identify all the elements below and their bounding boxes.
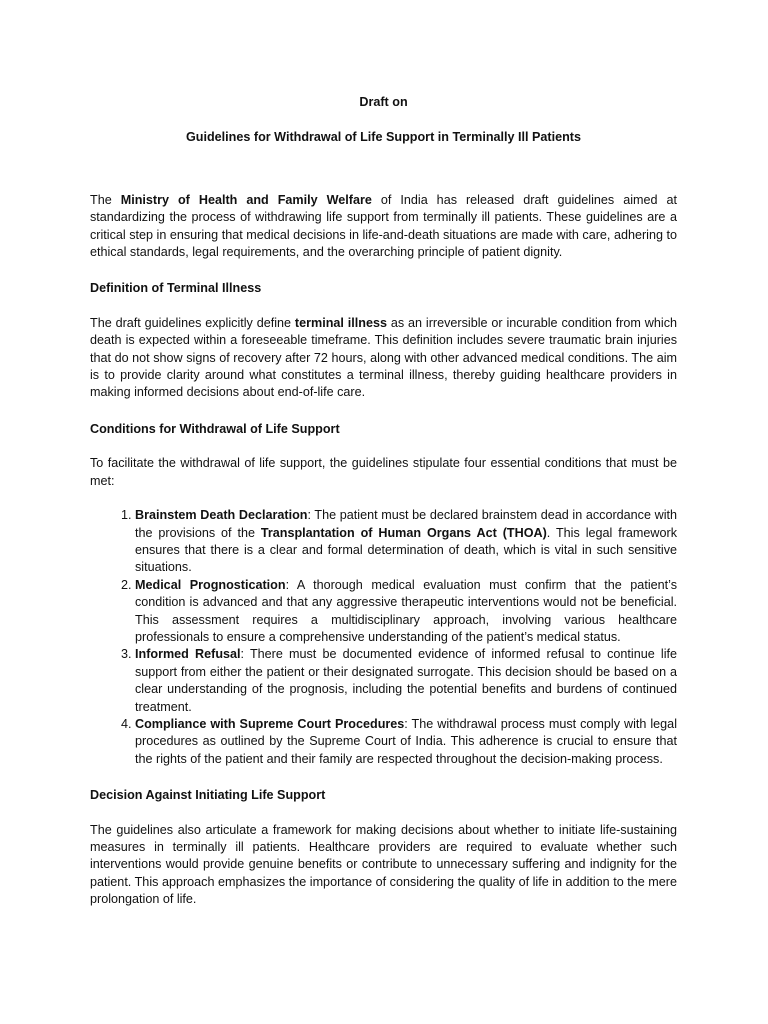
item-title: Brainstem Death Declaration	[135, 508, 308, 523]
list-item	[135, 716, 677, 768]
item-title: Medical Prognostication	[135, 577, 286, 592]
item-title: Informed Refusal	[135, 647, 241, 662]
conditions-list	[90, 507, 677, 768]
intro-pre: The	[90, 192, 121, 207]
section-heading-conditions: Conditions for Withdrawal of Life Support	[90, 421, 340, 436]
list-item	[135, 577, 677, 647]
list-item	[135, 507, 677, 577]
item-title: Compliance with Supreme Court Procedures	[135, 716, 405, 731]
document-title: Guidelines for Withdrawal of Life Support in Terminally Ill Patients	[186, 130, 581, 145]
intro-paragraph	[90, 192, 677, 262]
item-bold: Transplantation of Human Organs Act (THOA)	[260, 525, 547, 540]
list-item	[135, 646, 677, 716]
intro-post: of India has released draft guidelines aimed at standardizing the process of withdrawing life support from terminally ill patients. These guidelines are a critical step in ensuring that medical decisions in life-and-death situations are made with care, adhering to ethical standards, legal requirements, and the overarching principle of patient dignity.	[90, 192, 677, 260]
item-text: : The patient must be declared brainstem dead in accordance with the provisions of the	[135, 508, 678, 540]
definition-post: as an irreversible or incurable condition from which death is expected within a foreseeable timeframe. This definition includes severe traumatic brain injuries that do not show signs of recovery after 72 hours, along with other advanced medical conditions. The aim is to provide clarity around what constitutes a terminal illness, thereby guiding healthcare providers in making informed decisions about end-of-life care.	[90, 315, 677, 400]
document-page	[90, 0, 677, 909]
item-text: : There must be documented evidence of informed refusal to continue life support from either the patient or their designated surrogate. This decision should be based on a clear understanding of the prognosis, including the potential benefits and burdens of continued treatment.	[135, 647, 677, 714]
intro-bold: Ministry of Health and Family Welfare	[120, 192, 372, 207]
section-heading-decision: Decision Against Initiating Life Support	[90, 788, 326, 803]
item-text: : A thorough medical evaluation must confirm that the patient’s condition is advanced and that any aggressive therapeutic interventions would not be beneficial. This assessment requires a multidisciplinary approach, involving various healthcare professionals to ensure a comprehensive understanding of the patient’s medical status.	[135, 577, 677, 644]
decision-paragraph: The guidelines also articulate a framework for making decisions about whether to initiate life-sustaining measures in terminally ill patients. Healthcare providers are required to evaluate whether such interventions would provide genuine benefits or contribute to unnecessary suffering and indignity for the patient. This approach emphasizes the importance of considering the quality of life in addition to the mere prolongation of life.	[90, 822, 677, 907]
definition-paragraph	[90, 315, 677, 402]
item-text: : The withdrawal process must comply with legal procedures as outlined by the Supreme Court of India. This adherence is crucial to ensure that the rights of the patient and their family are respected throughout the decision-making process.	[135, 716, 677, 766]
definition-bold: terminal illness	[294, 315, 387, 330]
definition-pre: The draft guidelines explicitly define	[90, 315, 295, 330]
conditions-lead: To facilitate the withdrawal of life support, the guidelines stipulate four essential conditions that must be met:	[90, 456, 677, 488]
draft-heading: Draft on	[359, 95, 408, 109]
item-text: . This legal framework ensures that there is a clear and formal determination of death, which is vital in such sensitive situations.	[135, 525, 677, 575]
section-heading-definition: Definition of Terminal Illness	[90, 281, 262, 296]
